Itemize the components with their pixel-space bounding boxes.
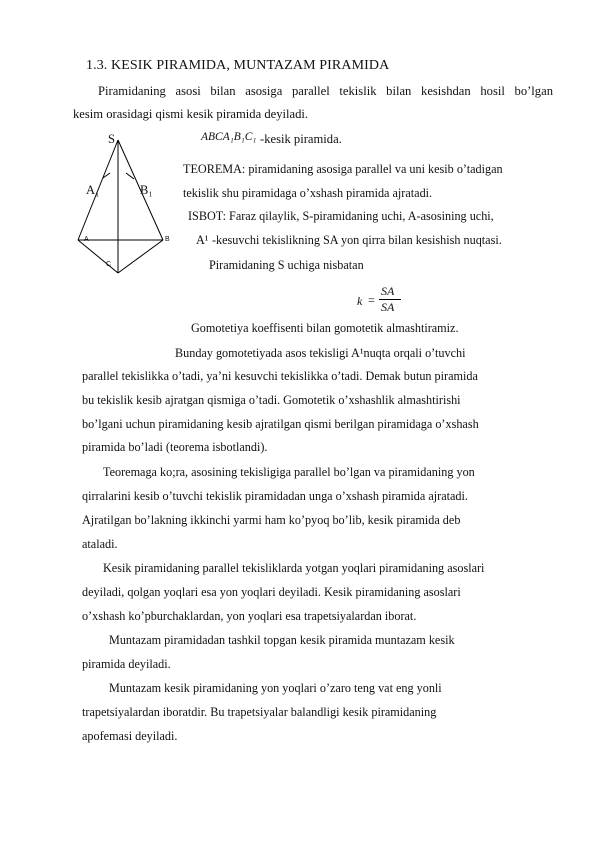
body-line-17: trapetsiyalardan iboratdir. Bu trapetsiyalar balandligi kesik piramidaning	[82, 705, 437, 719]
edge-BC	[118, 240, 163, 273]
body-line-6: piramida bo’ladi (teorema isbotlandi).	[82, 440, 268, 454]
intro-line-1: Piramidaning asosi bilan asosiga parallel tekislik bilan kesishdan hosil bo’lgan	[98, 84, 553, 98]
body-line-1: Gomotetiya koeffisenti bilan gomotetik almashtiramiz.	[191, 321, 459, 335]
vertex-label-S: S	[108, 132, 115, 146]
edge-AC	[78, 240, 118, 273]
ratio-k: k	[357, 294, 363, 308]
body-line-2: Bunday gomotetiyada asos tekisligi A¹nuqta orqali o’tuvchi	[175, 346, 466, 360]
vertex-label-B1: B₁	[140, 183, 153, 197]
proof-line-3: Piramidaning S uchiga nisbatan	[209, 258, 364, 272]
vertex-label-C: C	[106, 261, 112, 268]
pyramid-figure	[70, 130, 230, 280]
body-line-10: ataladi.	[82, 537, 118, 551]
body-line-12: deyiladi, qolgan yoqlari esa yon yoqlari deyiladi. Kesik piramidaning asoslari	[82, 585, 461, 599]
frustum-notation-suffix: -kesik piramida.	[260, 132, 342, 146]
ratio-denominator: SA	[381, 300, 395, 314]
body-line-7: Teoremaga ko;ra, asosining tekisligiga parallel bo’lgan va piramidaning yon	[103, 465, 475, 479]
section-heading: 1.3. KESIK PIRAMIDA, MUNTAZAM PIRAMIDA	[86, 58, 390, 73]
ratio-numerator: SA	[381, 284, 395, 298]
body-line-15: piramida deyiladi.	[82, 657, 171, 671]
frustum-notation: ABCA₁B₁C₁	[201, 131, 257, 143]
proof-line-1: ISBOT: Faraz qilaylik, S-piramidaning uchi, A-asosining uchi,	[188, 209, 494, 223]
ratio-equals: =	[368, 293, 375, 307]
intro-line-2: kesim orasidagi qismi kesik piramida deyiladi.	[73, 107, 309, 121]
body-line-14: Muntazam piramidadan tashkil topgan kesik piramida muntazam kesik	[109, 633, 455, 647]
body-line-9: Ajratilgan bo’lakning ikkinchi yarmi ham ko’pyoq bo’lib, kesik piramida deb	[82, 513, 461, 527]
theorem-line-2: tekislik shu piramidaga o’xshash piramida ajratadi.	[183, 186, 433, 200]
body-line-18: apofemasi deyiladi.	[82, 729, 178, 743]
vertex-label-B: B	[165, 236, 170, 243]
body-line-16: Muntazam kesik piramidaning yon yoqlari o’zaro teng vat eng yonli	[109, 681, 442, 695]
body-line-3: parallel tekislikka o’tadi, ya’ni kesuvchi tekislikka o’tadi. Demak butun piramida	[82, 369, 478, 383]
body-line-8: qirralarini kesib o’tuvchi tekislik piramidadan unga o’xshash piramida ajratadi.	[82, 489, 468, 503]
body-line-4: bu tekislik kesib ajratgan qismiga o’tadi. Gomotetik o’xshashlik almashtirishi	[82, 393, 461, 407]
proof-line-2: -kesuvchi tekislikning SA yon qirra bilan kesishish nuqtasi.	[212, 233, 502, 247]
vertex-label-A1: A₁	[86, 183, 100, 197]
vertex-label-A: A	[84, 236, 89, 243]
proof-line-2-symbol: A¹	[196, 233, 209, 247]
body-line-11: Kesik piramidaning parallel tekisliklarda yotgan yoqlari piramidaning asoslari	[103, 561, 485, 575]
body-line-5: bo’lgani uchun piramidaning kesib ajratilgan qismi berilgan piramidaga o’xshash	[82, 417, 479, 431]
theorem-line-1: TEOREMA: piramidaning asosiga parallel va uni kesib o’tadigan	[183, 162, 503, 176]
body-line-13: o’xshash ko’pburchaklardan, yon yoqlari esa trapetsiyalardan iborat.	[82, 609, 417, 623]
